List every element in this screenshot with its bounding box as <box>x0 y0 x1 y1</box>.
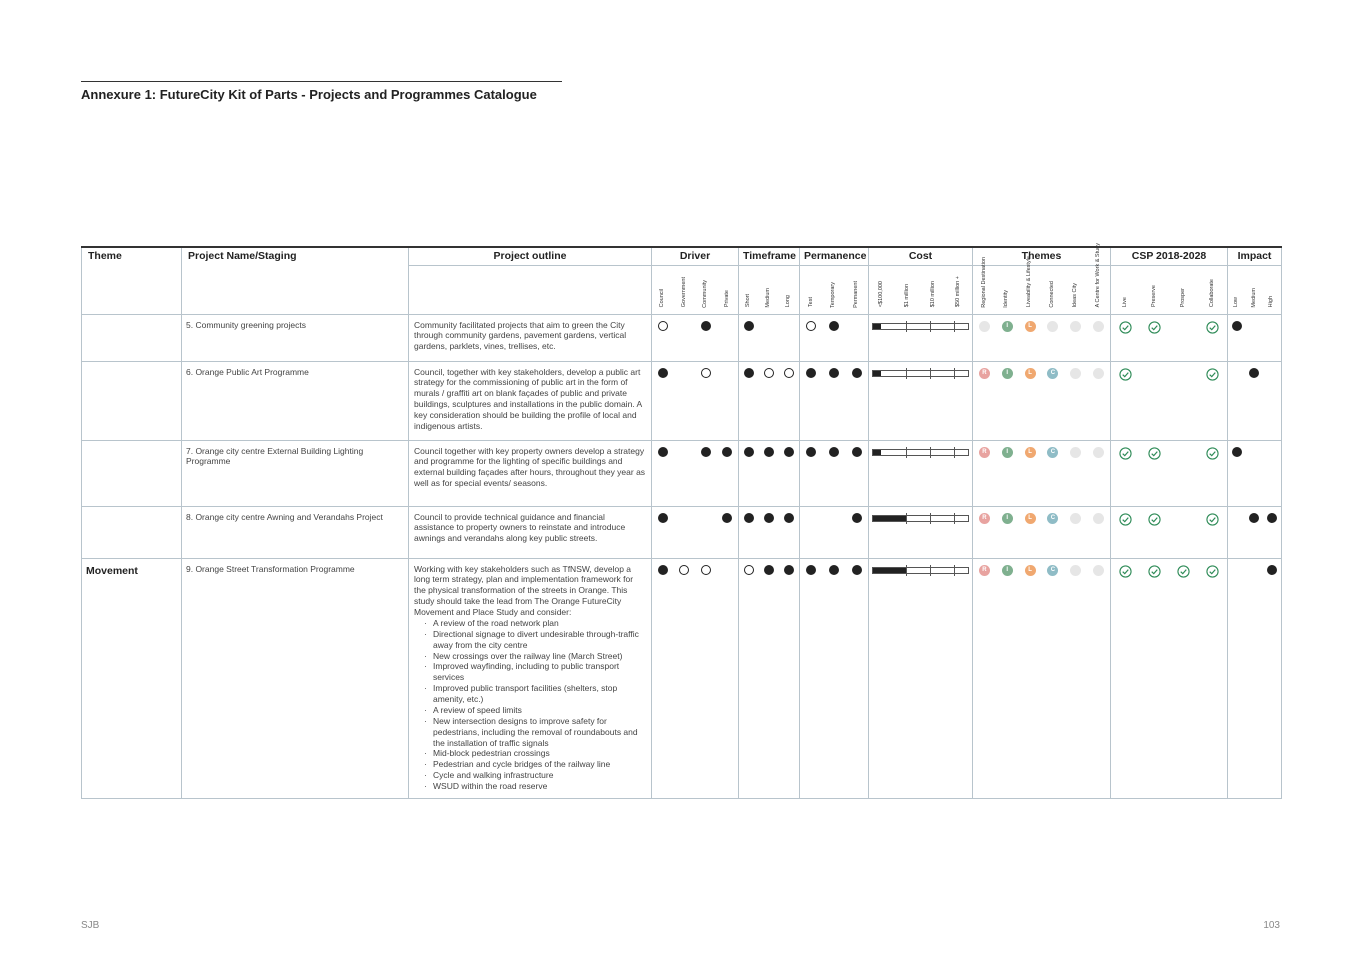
list-item: · Directional signage to divert undesirable through-traffic away from the city centre <box>424 629 646 651</box>
header-theme: Theme <box>82 247 182 314</box>
list-item: · Improved public transport facilities (shelters, stop amenity, etc.) <box>424 683 646 705</box>
filled-dot-icon <box>701 447 711 457</box>
themes-cell <box>973 314 1111 361</box>
theme-badge-inactive-icon <box>1070 368 1081 379</box>
filled-dot-icon <box>784 513 794 523</box>
filled-dot-icon <box>1249 513 1259 523</box>
filled-dot-icon <box>658 565 668 575</box>
filled-dot-icon <box>744 368 754 378</box>
cost-tick <box>954 447 955 458</box>
cost-tick <box>930 447 931 458</box>
empty-slot <box>679 513 689 523</box>
row-theme: Movement <box>82 558 182 798</box>
check-circle-icon <box>1206 447 1219 460</box>
open-dot-icon <box>658 321 668 331</box>
empty-slot <box>1249 565 1259 575</box>
theme-badge-l-icon: L <box>1025 447 1036 458</box>
theme-badge-c-icon: C <box>1047 513 1058 524</box>
empty-slot <box>1177 368 1190 381</box>
driver-cell <box>652 440 739 506</box>
cost-bar <box>872 449 969 456</box>
list-item: · A review of speed limits <box>424 705 646 716</box>
empty-slot <box>722 565 732 575</box>
cost-bar <box>872 515 969 522</box>
subheader-label: Government <box>680 277 687 308</box>
check-circle-icon <box>1206 321 1219 334</box>
filled-dot-icon <box>658 513 668 523</box>
theme-badge-c-icon: C <box>1047 565 1058 576</box>
subheader-label: Medium <box>1250 287 1257 308</box>
driver-cell <box>652 314 739 361</box>
subheader-label: $10 million <box>929 281 936 308</box>
outline-text: Council together with key property owners develop a strategy and programme for the lighting of specific buildings and external building façades after hours, throughout they year as well as for special events/ seasons. <box>414 445 646 489</box>
filled-dot-icon <box>764 447 774 457</box>
csp-cell <box>1111 440 1228 506</box>
cost-tick <box>954 513 955 524</box>
subheader-label: Short <box>745 294 752 308</box>
filled-dot-icon <box>658 368 668 378</box>
theme-badge-i-icon: I <box>1002 321 1013 332</box>
list-item: · New intersection designs to improve safety for pedestrians, including the removal of roundabouts and the installation of traffic signals <box>424 716 646 749</box>
row-theme <box>82 440 182 506</box>
subheader-outline-blank <box>409 265 652 314</box>
empty-slot <box>1177 321 1190 334</box>
timeframe-cell <box>739 314 800 361</box>
theme-badge-l-icon: L <box>1025 321 1036 332</box>
empty-slot <box>701 513 711 523</box>
check-circle-icon <box>1206 565 1219 578</box>
header-driver: Driver <box>652 247 739 265</box>
theme-badge-inactive-icon <box>1093 565 1104 576</box>
filled-dot-icon <box>829 565 839 575</box>
check-circle-icon <box>1119 565 1132 578</box>
footer-left: SJB <box>81 920 100 931</box>
empty-slot <box>1249 321 1259 331</box>
theme-badge-i-icon: I <box>1002 513 1013 524</box>
open-dot-icon <box>764 368 774 378</box>
header-cost: Cost <box>869 247 973 265</box>
cost-bar-fill <box>873 371 881 376</box>
subheader-label: Collaborate <box>1208 279 1215 308</box>
subheader-label: A Centre for Work & Study <box>1094 243 1101 308</box>
csp-cell <box>1111 558 1228 798</box>
check-circle-icon <box>1148 321 1161 334</box>
theme-badge-l-icon: L <box>1025 565 1036 576</box>
filled-dot-icon <box>806 565 816 575</box>
outline-text: Working with key stakeholders such as TfNSW, develop a long term strategy, plan and implementation framework for the physical transformation of the streets in Orange. This study should take the lead from The Orange FutureCity Movement and Place Study and consider: <box>414 563 634 617</box>
empty-slot <box>806 513 816 523</box>
filled-dot-icon <box>829 321 839 331</box>
impact-cell <box>1228 361 1282 440</box>
subheader-label: Regional Destination <box>980 256 987 308</box>
project-outline <box>409 314 652 361</box>
theme-badge-r-icon: R <box>979 565 990 576</box>
subheader-label: Permanent <box>852 280 859 308</box>
csp-cell <box>1111 361 1228 440</box>
header-outline: Project outline <box>409 247 652 265</box>
empty-slot <box>764 321 774 331</box>
subheader-impact <box>1228 265 1282 314</box>
cost-tick <box>954 321 955 332</box>
subheader-label: Council <box>659 289 665 308</box>
driver-cell <box>652 361 739 440</box>
check-circle-icon <box>1148 447 1161 460</box>
subheader-label: Private <box>723 290 730 308</box>
check-circle-icon <box>1148 513 1161 526</box>
subheader-label: Connected <box>1049 280 1056 308</box>
filled-dot-icon <box>806 447 816 457</box>
list-item: · Mid-block pedestrian crossings <box>424 748 646 759</box>
subheader-label: <$100,000 <box>878 281 885 308</box>
filled-dot-icon <box>722 447 732 457</box>
subheader-label: Identity <box>1003 289 1010 308</box>
cost-cell <box>869 506 973 558</box>
empty-slot <box>1148 368 1161 381</box>
check-circle-icon <box>1119 447 1132 460</box>
themes-cell <box>973 506 1111 558</box>
permanence-cell <box>800 440 869 506</box>
empty-slot <box>1232 513 1242 523</box>
open-dot-icon <box>679 565 689 575</box>
cost-bar-fill <box>873 450 881 455</box>
permanence-cell <box>800 558 869 798</box>
empty-slot <box>784 321 794 331</box>
subheader-timeframe <box>739 265 800 314</box>
empty-slot <box>1177 513 1190 526</box>
cost-tick <box>930 513 931 524</box>
theme-badge-inactive-icon <box>1093 447 1104 458</box>
filled-dot-icon <box>744 321 754 331</box>
table-row <box>82 558 1282 798</box>
list-item: · Cycle and walking infrastructure <box>424 770 646 781</box>
impact-cell <box>1228 506 1282 558</box>
theme-badge-inactive-icon <box>1070 513 1081 524</box>
header-csp: CSP 2018-2028 <box>1111 247 1228 265</box>
timeframe-cell <box>739 440 800 506</box>
empty-slot <box>722 321 732 331</box>
empty-slot <box>1267 447 1277 457</box>
project-outline <box>409 361 652 440</box>
check-circle-icon <box>1119 321 1132 334</box>
empty-slot <box>852 321 862 331</box>
header-timeframe: Timeframe <box>739 247 800 265</box>
timeframe-cell <box>739 558 800 798</box>
list-item: · A review of the road network plan <box>424 618 646 629</box>
cost-tick <box>930 368 931 379</box>
list-item: · Improved wayfinding, including to public transport services <box>424 661 646 683</box>
check-circle-icon <box>1206 368 1219 381</box>
filled-dot-icon <box>1267 565 1277 575</box>
theme-badge-inactive-icon <box>979 321 990 332</box>
subheader-label: Preserve <box>1150 285 1157 308</box>
header-impact: Impact <box>1228 247 1282 265</box>
header-themes: Themes <box>973 247 1111 265</box>
filled-dot-icon <box>764 565 774 575</box>
impact-cell <box>1228 558 1282 798</box>
filled-dot-icon <box>764 513 774 523</box>
catalogue-table <box>81 243 1282 799</box>
check-circle-icon <box>1119 368 1132 381</box>
project-outline <box>409 440 652 506</box>
check-circle-icon <box>1148 565 1161 578</box>
filled-dot-icon <box>784 565 794 575</box>
project-name: 6. Orange Public Art Programme <box>182 361 409 440</box>
open-dot-icon <box>784 368 794 378</box>
page-number: 103 <box>1263 920 1280 931</box>
filled-dot-icon <box>784 447 794 457</box>
filled-dot-icon <box>722 513 732 523</box>
subheader-driver <box>652 265 739 314</box>
permanence-cell <box>800 361 869 440</box>
row-theme <box>82 314 182 361</box>
empty-slot <box>1232 565 1242 575</box>
filled-dot-icon <box>829 447 839 457</box>
filled-dot-icon <box>829 368 839 378</box>
cost-bar-fill <box>873 568 906 573</box>
cost-bar-fill <box>873 324 881 329</box>
header-project: Project Name/Staging <box>182 247 409 314</box>
subheader-label: Medium <box>765 287 772 308</box>
cost-tick <box>954 565 955 576</box>
driver-cell <box>652 558 739 798</box>
subheader-label: High <box>1268 296 1275 308</box>
theme-badge-l-icon: L <box>1025 513 1036 524</box>
row-theme <box>82 361 182 440</box>
subheader-permanence <box>800 265 869 314</box>
filled-dot-icon <box>744 513 754 523</box>
permanence-cell <box>800 506 869 558</box>
cost-bar <box>872 323 969 330</box>
filled-dot-icon <box>852 368 862 378</box>
filled-dot-icon <box>852 565 862 575</box>
subheader-label: Live <box>1121 297 1128 308</box>
check-circle-icon <box>1206 513 1219 526</box>
subheader-label: Temporary <box>830 281 837 308</box>
cost-tick <box>930 565 931 576</box>
theme-badge-inactive-icon <box>1093 513 1104 524</box>
theme-badge-l-icon: L <box>1025 368 1036 379</box>
project-name: 5. Community greening projects <box>182 314 409 361</box>
filled-dot-icon <box>852 513 862 523</box>
theme-badge-c-icon: C <box>1047 447 1058 458</box>
theme-badge-i-icon: I <box>1002 447 1013 458</box>
subheader-label: Ideas City <box>1071 283 1078 308</box>
theme-badge-i-icon: I <box>1002 368 1013 379</box>
empty-slot <box>679 321 689 331</box>
filled-dot-icon <box>1249 368 1259 378</box>
subheader-label: Long <box>785 295 792 308</box>
themes-cell <box>973 558 1111 798</box>
cost-tick <box>906 321 907 332</box>
open-dot-icon <box>701 565 711 575</box>
project-name: 7. Orange city centre External Building Lighting Programme <box>182 440 409 506</box>
project-name: 8. Orange city centre Awning and Verandahs Project <box>182 506 409 558</box>
table-row <box>82 506 1282 558</box>
subheader-label: Test <box>807 297 814 308</box>
filled-dot-icon <box>806 368 816 378</box>
list-item: · WSUD within the road reserve <box>424 781 646 792</box>
cost-bar-fill <box>873 516 906 521</box>
theme-badge-inactive-icon <box>1093 321 1104 332</box>
csp-cell <box>1111 314 1228 361</box>
subheader-label: Community <box>702 279 708 308</box>
filled-dot-icon <box>852 447 862 457</box>
cost-bar <box>872 567 969 574</box>
table-row <box>82 314 1282 361</box>
subheader-label: Liveability & Lifestyle <box>1026 256 1033 308</box>
cost-tick <box>954 368 955 379</box>
table-row <box>82 361 1282 440</box>
list-item: · New crossings over the railway line (March Street) <box>424 651 646 662</box>
permanence-cell <box>800 314 869 361</box>
check-circle-icon <box>1119 513 1132 526</box>
themes-cell <box>973 440 1111 506</box>
header-permanence: Permanence <box>800 247 869 265</box>
driver-cell <box>652 506 739 558</box>
filled-dot-icon <box>1267 513 1277 523</box>
theme-badge-i-icon: I <box>1002 565 1013 576</box>
open-dot-icon <box>744 565 754 575</box>
cost-tick <box>930 321 931 332</box>
empty-slot <box>1267 321 1277 331</box>
subheader-label: Low <box>1233 297 1240 308</box>
page-title: Annexure 1: FutureCity Kit of Parts - Projects and Programmes Catalogue <box>81 81 562 102</box>
cost-cell <box>869 558 973 798</box>
filled-dot-icon <box>1232 321 1242 331</box>
empty-slot <box>1267 368 1277 378</box>
theme-badge-r-icon: R <box>979 447 990 458</box>
cost-tick <box>906 447 907 458</box>
row-theme <box>82 506 182 558</box>
cost-bar <box>872 370 969 377</box>
cost-cell <box>869 361 973 440</box>
subheader-label: $50 million + <box>955 276 962 308</box>
empty-slot <box>1249 447 1259 457</box>
project-outline <box>409 506 652 558</box>
theme-badge-inactive-icon <box>1047 321 1058 332</box>
filled-dot-icon <box>1232 447 1242 457</box>
outline-text: Council to provide technical guidance and financial assistance to property owners to reinstate and introduce awnings and verandahs along key public streets. <box>414 511 626 544</box>
cost-tick <box>906 565 907 576</box>
csp-cell <box>1111 506 1228 558</box>
themes-cell <box>973 361 1111 440</box>
theme-badge-inactive-icon <box>1093 368 1104 379</box>
outline-text: Community facilitated projects that aim to green the City through community gardens, pavement gardens, vertical gardens, parklets, vines, trellises, etc. <box>414 319 627 352</box>
cost-cell <box>869 314 973 361</box>
cost-cell <box>869 440 973 506</box>
theme-badge-inactive-icon <box>1070 321 1081 332</box>
filled-dot-icon <box>744 447 754 457</box>
open-dot-icon <box>806 321 816 331</box>
subheader-label: Prosper <box>1179 288 1186 308</box>
cost-tick <box>906 368 907 379</box>
table-row <box>82 440 1282 506</box>
filled-dot-icon <box>658 447 668 457</box>
subheader-csp <box>1111 265 1228 314</box>
impact-cell <box>1228 314 1282 361</box>
empty-slot <box>679 368 689 378</box>
cost-tick <box>906 513 907 524</box>
outline-bullets <box>414 618 646 792</box>
subheader-cost <box>869 265 973 314</box>
empty-slot <box>829 513 839 523</box>
theme-badge-r-icon: R <box>979 513 990 524</box>
check-circle-icon <box>1177 565 1190 578</box>
empty-slot <box>1177 447 1190 460</box>
list-item: · Pedestrian and cycle bridges of the railway line <box>424 759 646 770</box>
open-dot-icon <box>701 368 711 378</box>
timeframe-cell <box>739 506 800 558</box>
theme-badge-c-icon: C <box>1047 368 1058 379</box>
empty-slot <box>722 368 732 378</box>
theme-badge-inactive-icon <box>1070 447 1081 458</box>
empty-slot <box>679 447 689 457</box>
subheader-label: $1 million <box>903 284 910 308</box>
theme-badge-inactive-icon <box>1070 565 1081 576</box>
project-outline <box>409 558 652 798</box>
filled-dot-icon <box>701 321 711 331</box>
impact-cell <box>1228 440 1282 506</box>
theme-badge-r-icon: R <box>979 368 990 379</box>
timeframe-cell <box>739 361 800 440</box>
project-name: 9. Orange Street Transformation Programme <box>182 558 409 798</box>
empty-slot <box>1232 368 1242 378</box>
outline-text: Council, together with key stakeholders, develop a public art strategy for the commissioning of public art in the form of murals / graffiti art on blank façades of public and private buildings, sculptures and installations in the public domain. A key consideration should be building the profile of local and indigenous artists. <box>414 366 642 431</box>
